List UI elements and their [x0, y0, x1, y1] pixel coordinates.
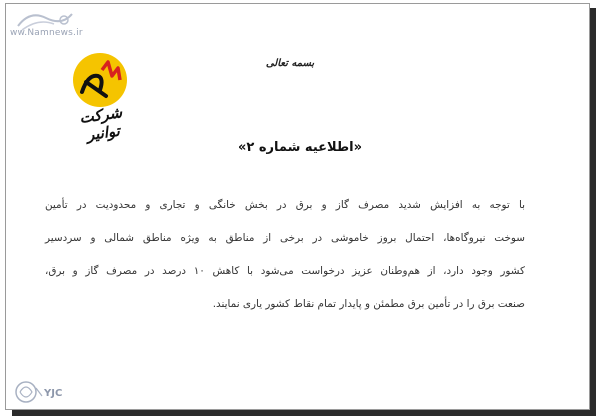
announcement-title: «اطلاعیه شماره ۲»: [238, 140, 362, 155]
page-shadow-right: [590, 8, 596, 413]
bismillah-heading: بسمه تعالی: [265, 58, 315, 69]
page-shadow-bottom: [12, 410, 596, 416]
tavanir-logo-icon: [72, 52, 128, 108]
body-line: سوخت نیروگاه‌ها، احتمال بروز خاموشی در برخی از مناطق به ویژه مناطق شمالی و سردسیر: [45, 232, 525, 244]
body-line: کشور وجود دارد، از هم‌وطنان عزیز درخواست می‌شود با کاهش ۱۰ درصد در مصرف گاز و برق،: [45, 265, 525, 277]
body-line: با توجه به افزایش شدید مصرف گاز و برق در بخش خانگی و تجاری و محدودیت در تأمین: [45, 199, 525, 211]
body-line: صنعت برق را در تأمین برق مطمئن و پایدار تمام نقاط کشور یاری نمایند.: [212, 298, 525, 310]
announcement-body: [45, 189, 525, 321]
watermark-site: ww.Namnews.ir: [10, 28, 83, 38]
company-name: شرکت توانیر: [78, 103, 124, 145]
watermark-bottom-label: YJC: [44, 388, 63, 399]
